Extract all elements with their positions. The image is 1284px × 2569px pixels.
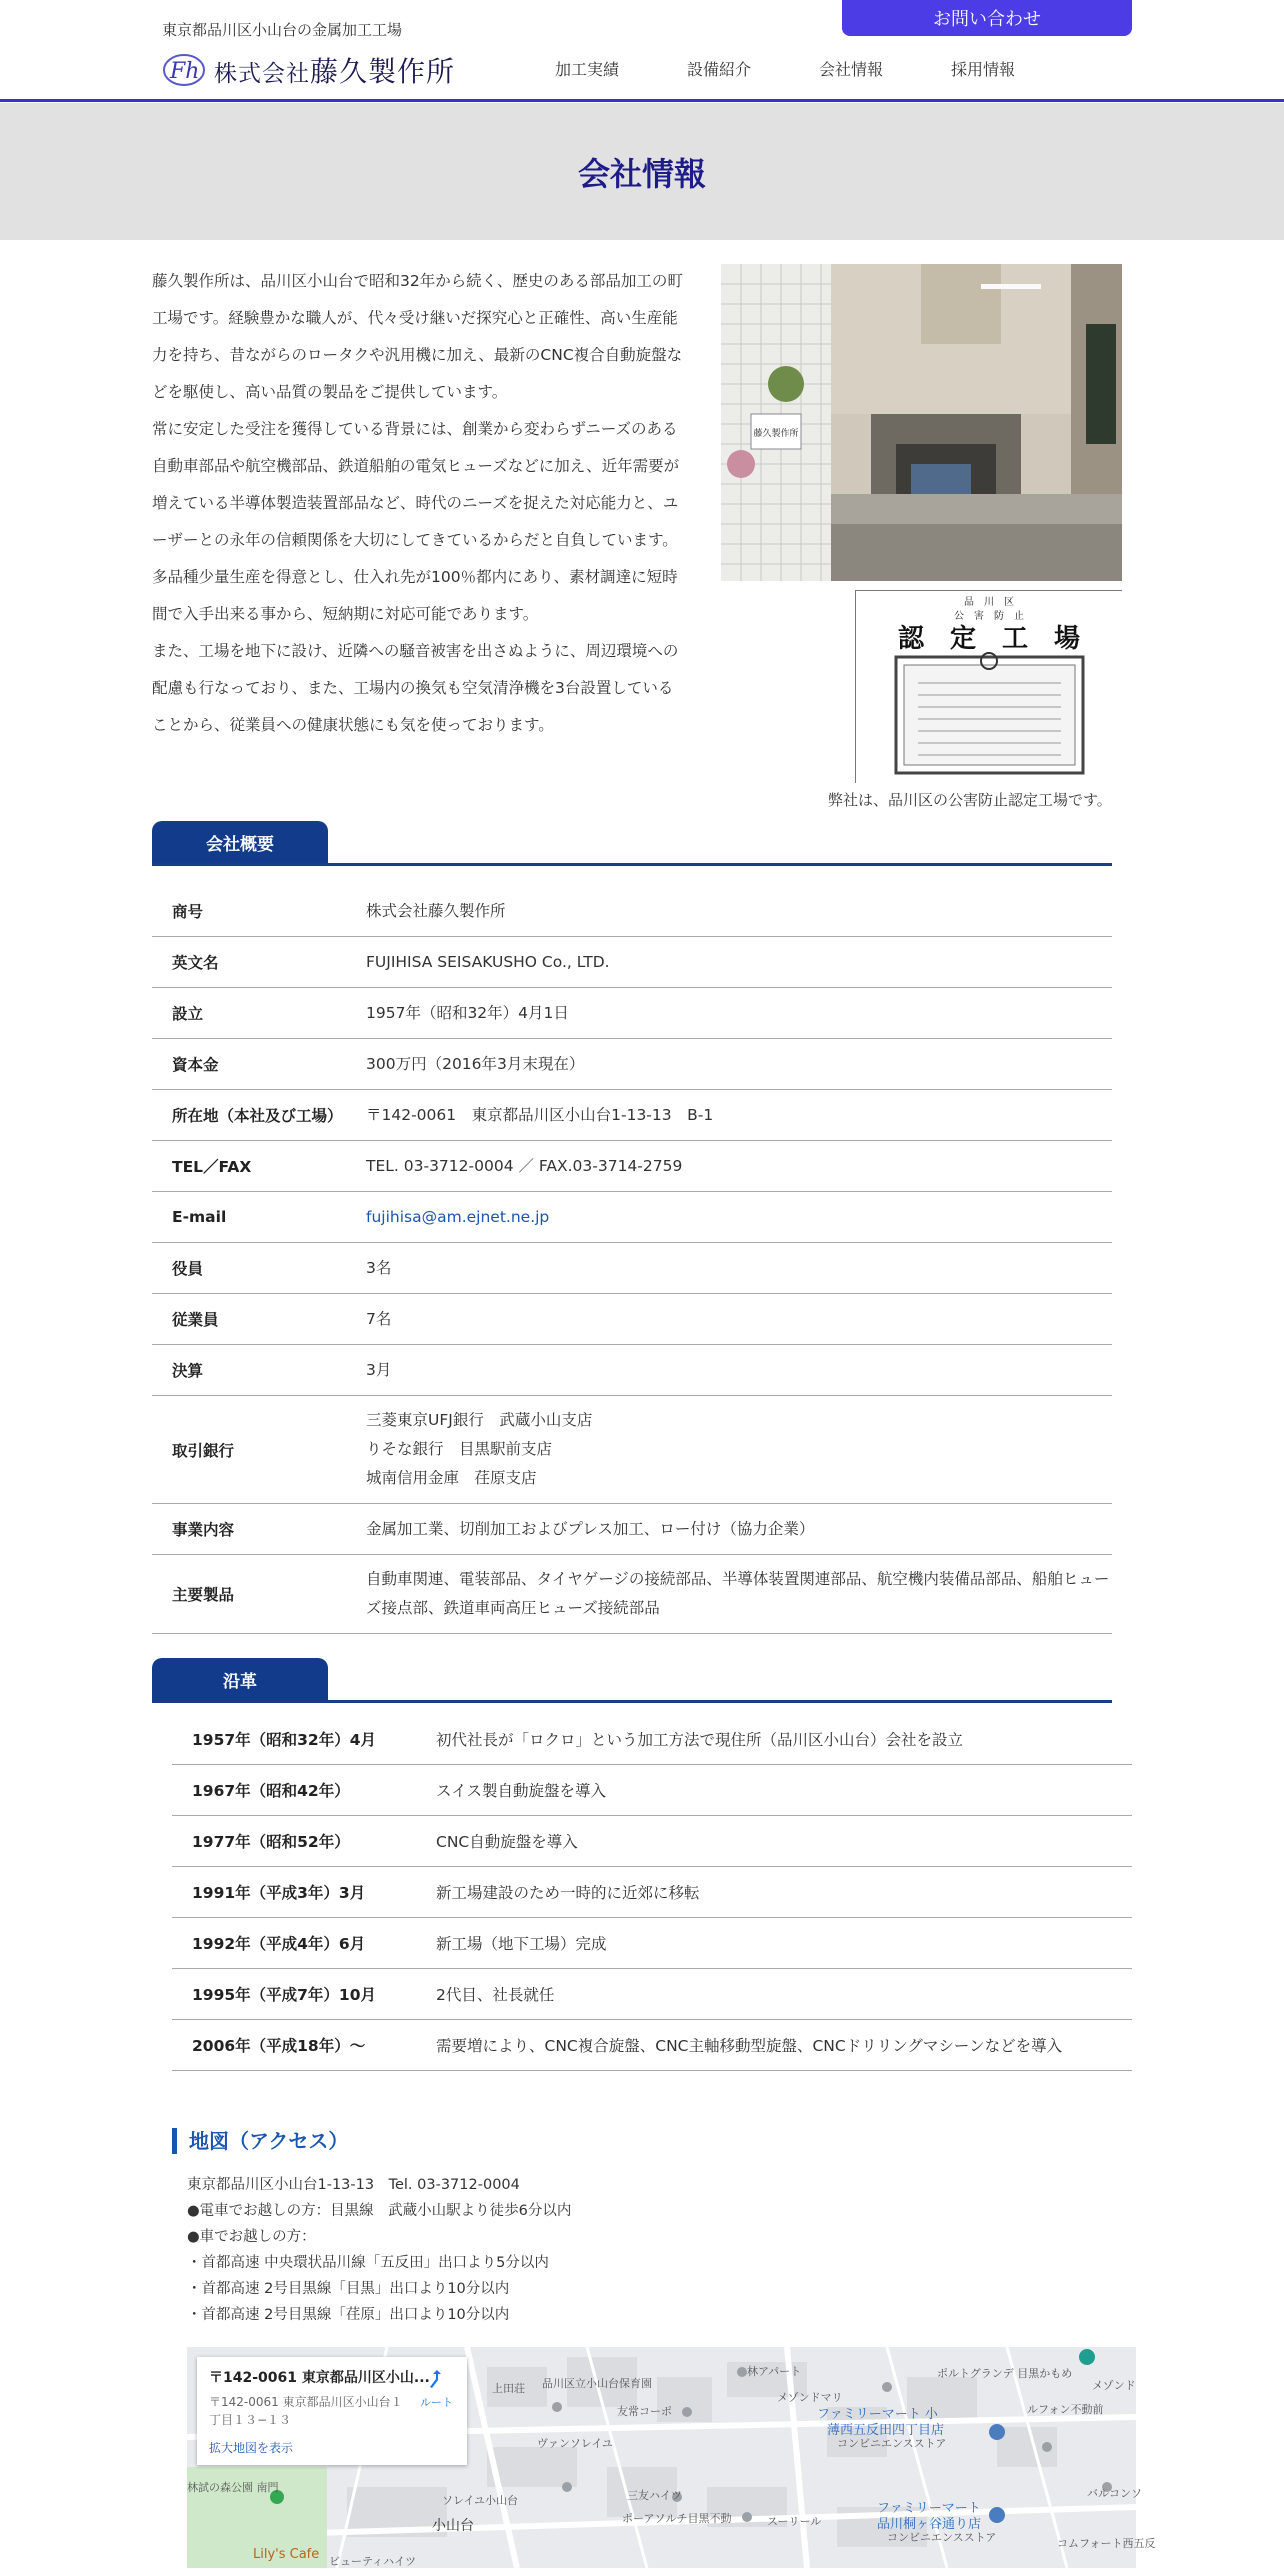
map-label: バルコンソ <box>1087 2487 1142 2500</box>
table-row <box>152 1294 1112 1345</box>
row-value: 自動車関連、電装部品、タイヤゲージの接続部品、半導体装置関連部品、航空機内装備品部品、船舶ヒューズ接点部、鉄道車両高圧ヒューズ接続部品 <box>366 1570 1110 1617</box>
company-section-tab: 会社概要 <box>152 821 328 863</box>
bank-line: りそな銀行 目黒駅前支店 <box>366 1440 553 1458</box>
intro-paragraph: また、工場を地下に設け、近隣への騒音被害を出さぬように、周辺環境への配慮も行なっており、また、工場内の換気も空気清浄機を3台設置していることから、従業員への健康状態にも気を使っております。 <box>152 642 679 734</box>
table-row <box>152 1243 1112 1294</box>
map-label: 品川区立小山台保育園 <box>542 2377 652 2390</box>
history-table <box>172 1714 1132 2071</box>
access-line: ●電車でお越しの方：目黒線 武蔵小山駅より徒歩6分以内 <box>187 2203 572 2219</box>
access-line: ●車でお越しの方： <box>187 2229 316 2245</box>
table-row <box>172 1765 1132 1816</box>
nav-item-equipment[interactable]: 設備紹介 <box>687 60 752 79</box>
history-date: 1957年（昭和32年）4月 <box>192 1731 376 1749</box>
nav-item-recruit[interactable]: 採用情報 <box>951 60 1016 79</box>
row-value: 3名 <box>366 1258 392 1277</box>
row-value: TEL. 03-3712-0004 ／ FAX.03-3714-2759 <box>366 1156 683 1175</box>
row-label: 取引銀行 <box>172 1441 235 1460</box>
map-label: 小山台 <box>432 2518 474 2534</box>
table-row <box>172 2020 1132 2071</box>
logo-text <box>214 50 455 90</box>
table-row <box>172 1918 1132 1969</box>
bank-line: 三菱東京UFJ銀行 武蔵小山支店 <box>366 1411 593 1429</box>
map-label: コムフォート西五反 <box>1057 2537 1156 2550</box>
history-date: 2006年（平成18年）〜 <box>192 2037 366 2055</box>
row-value: 7名 <box>366 1309 392 1328</box>
row-label: 英文名 <box>172 954 219 972</box>
row-value: 金属加工業、切削加工およびプレス加工、ロー付け（協力企業） <box>366 1519 815 1538</box>
table-row <box>152 1039 1112 1090</box>
row-label: 決算 <box>172 1362 204 1380</box>
logo-prefix: 株式会社 <box>214 61 310 87</box>
logo-mark-text: Fh <box>170 59 200 84</box>
map-label: 林アパート <box>747 2365 802 2378</box>
map-label: ファミリーマート 小 <box>817 2407 938 2422</box>
cert-title-text: 認 定 工 場 <box>897 624 1081 654</box>
map-label: ファミリーマート <box>877 2501 981 2516</box>
company-section-heading <box>152 823 1112 866</box>
site-logo[interactable] <box>162 50 455 90</box>
route-arrow-icon <box>426 2369 448 2391</box>
nav-item-company[interactable]: 会社情報 <box>819 60 884 79</box>
row-label: 設立 <box>172 1005 204 1023</box>
history-event: 需要増により、CNC複合旋盤、CNC主軸移動型旋盤、CNCドリリングマシーンなどを導入 <box>436 2037 1063 2055</box>
factory-entrance-photo <box>721 264 1122 581</box>
cert-caption: 弊社は、品川区の公害防止認定工場です。 <box>828 791 1112 809</box>
history-event: 初代社長が「ロクロ」という加工方法で現住所（品川区小山台）会社を設立 <box>436 1731 964 1749</box>
history-date: 1991年（平成3年）3月 <box>192 1884 366 1902</box>
row-value: FUJIHISA SEISAKUSHO Co., LTD. <box>366 952 610 971</box>
history-date: 1977年（昭和52年） <box>192 1833 350 1851</box>
entrance-sign-text: 藤久製作所 <box>753 429 799 439</box>
page-title: 会社情報 <box>577 154 706 193</box>
table-row <box>172 1714 1132 1765</box>
map-label: ソレイユ小山台 <box>442 2494 519 2507</box>
email-link[interactable]: fujihisa@am.ejnet.ne.jp <box>366 1207 550 1226</box>
row-label: 主要製品 <box>172 1586 235 1604</box>
row-value: 300万円（2016年3月末現在） <box>366 1054 585 1073</box>
certification-plaque-image <box>855 590 1122 783</box>
bank-line: 城南信用金庫 荏原支店 <box>366 1469 537 1487</box>
map-label: ルフォン不動前 <box>1027 2403 1104 2416</box>
row-value: 1957年（昭和32年）4月1日 <box>366 1003 569 1022</box>
access-line: ・首都高速 2号目黒線「目黒」出口より10分以内 <box>187 2281 510 2297</box>
map-card-address: 〒142-0061 東京都品川区小山台１丁目１３−１３ <box>209 2395 403 2427</box>
map-label: スーリール <box>767 2515 822 2528</box>
cert-sub-text: 公 害 防 止 <box>954 611 1024 622</box>
row-value <box>366 1396 1112 1503</box>
map-info-card <box>197 2357 467 2465</box>
table-row <box>172 1969 1132 2020</box>
row-label: TEL／FAX <box>172 1158 252 1176</box>
access-info <box>187 2172 571 2328</box>
history-event: スイス製自動旋盤を導入 <box>436 1782 607 1800</box>
main-nav <box>555 57 1083 80</box>
title-band <box>0 103 1284 240</box>
row-label: E-mail <box>172 1208 227 1226</box>
map-label: 林試の森公園 南門 <box>187 2481 279 2494</box>
map-label: 薄西五反田四丁目店 <box>827 2423 945 2438</box>
row-label: 事業内容 <box>172 1521 235 1539</box>
row-value: 株式会社藤久製作所 <box>366 901 506 920</box>
map-label: 品川桐ヶ谷通り店 <box>877 2517 982 2532</box>
table-row <box>152 1192 1112 1243</box>
table-row <box>172 1867 1132 1918</box>
table-row <box>152 1345 1112 1396</box>
history-date: 1992年（平成4年）6月 <box>192 1935 366 1953</box>
table-row <box>152 988 1112 1039</box>
map-label: コンビニエンスストア <box>887 2531 997 2544</box>
contact-button[interactable]: お問い合わせ <box>842 0 1132 36</box>
row-value: 3月 <box>366 1360 392 1379</box>
table-row <box>152 1396 1112 1504</box>
table-row <box>152 1141 1112 1192</box>
logo-mark-icon <box>162 52 206 88</box>
history-date: 1995年（平成7年）10月 <box>192 1986 376 2004</box>
history-section-tab: 沿革 <box>152 1658 328 1700</box>
map-label: 友常コーポ <box>617 2405 672 2418</box>
map-label: ヴァンソレイユ <box>537 2437 613 2450</box>
map-label: メゾンド <box>1092 2379 1136 2392</box>
history-event: 新工場建設のため一時的に近郊に移転 <box>436 1884 700 1902</box>
nav-item-works[interactable]: 加工実績 <box>555 60 620 79</box>
table-row <box>152 1090 1112 1141</box>
history-event: CNC自動旋盤を導入 <box>436 1833 578 1851</box>
row-value <box>366 1193 1112 1242</box>
history-date: 1967年（昭和42年） <box>192 1782 350 1800</box>
company-table <box>152 886 1112 1634</box>
map-label: ビューティハイツ <box>329 2555 417 2568</box>
logo-name: 藤久製作所 <box>310 55 456 88</box>
access-heading: 地図（アクセス） <box>172 2128 348 2154</box>
access-line: 東京都品川区小山台1-13-13 Tel. 03-3712-0004 <box>187 2177 520 2193</box>
row-label: 役員 <box>172 1260 204 1278</box>
history-section-heading <box>152 1660 1112 1703</box>
history-event: 新工場（地下工場）完成 <box>436 1935 607 1953</box>
site-header <box>0 0 1284 102</box>
site-tagline: 東京都品川区小山台の金属加工工場 <box>162 21 403 39</box>
table-row <box>152 1504 1112 1555</box>
row-label: 従業員 <box>172 1311 219 1329</box>
intro-paragraph: 常に安定した受注を獲得している背景には、創業から変わらずニーズのある自動車部品や航空機部品、鉄道船舶の電気ヒューズなどに加え、近年需要が増えている半導体製造装置部品など、時代のニーズを捉えた対応能力と、ユーザーとの永年の信頼関係を大切にしてきているからだと自負しています。 <box>152 420 680 549</box>
table-row <box>172 1816 1132 1867</box>
map-label: ポーアソルチ目黒不動 <box>622 2512 732 2525</box>
row-label: 資本金 <box>172 1056 219 1074</box>
intro-text <box>152 263 685 744</box>
row-label: 所在地（本社及び工場） <box>172 1107 343 1125</box>
map-label: ポルトグランデ 目黒かもめ <box>937 2367 1073 2380</box>
map-label: 三友ハイツ <box>627 2489 682 2502</box>
intro-paragraph: 多品種少量生産を得意とし、仕入れ先が100％都内にあり、素材調達に短時間で入手出来る事から、短納期に対応可能であります。 <box>152 568 678 623</box>
table-row <box>152 937 1112 988</box>
history-event: 2代目、社長就任 <box>436 1986 555 2004</box>
access-line: ・首都高速 中央環状品川線「五反田」出口より5分以内 <box>187 2255 549 2271</box>
table-row <box>152 886 1112 937</box>
embedded-map[interactable] <box>187 2347 1156 2568</box>
access-line: ・首都高速 2号目黒線「荏原」出口より10分以内 <box>187 2307 510 2323</box>
cert-ward-text: 品 川 区 <box>964 597 1014 608</box>
map-label: コンビニエンスストア <box>837 2437 947 2450</box>
map-label: 上田荘 <box>492 2382 525 2395</box>
map-card-title: 〒142-0061 東京都品川区小山... <box>209 2370 430 2386</box>
map-label: Lily's Cafe <box>253 2547 320 2562</box>
table-row <box>152 1555 1112 1634</box>
enlarge-map-link[interactable]: 拡大地図を表示 <box>209 2441 294 2455</box>
map-label: メゾンドマリ <box>777 2391 843 2404</box>
row-value: 〒142-0061 東京都品川区小山台1-13-13 B-1 <box>366 1105 714 1124</box>
intro-paragraph: 藤久製作所は、品川区小山台で昭和32年から続く、歴史のある部品加工の町工場です。経験豊かな職人が、代々受け継いだ探究心と正確性、高い生産能力を持ち、昔ながらのロータクや汎用機に加え、最新のCNC複合自動旋盤などを駆使し、高い品質の製品をご提供しています。 <box>152 272 683 401</box>
row-label: 商号 <box>172 903 204 921</box>
route-label: ルート <box>420 2396 453 2409</box>
route-button[interactable] <box>420 2369 453 2410</box>
